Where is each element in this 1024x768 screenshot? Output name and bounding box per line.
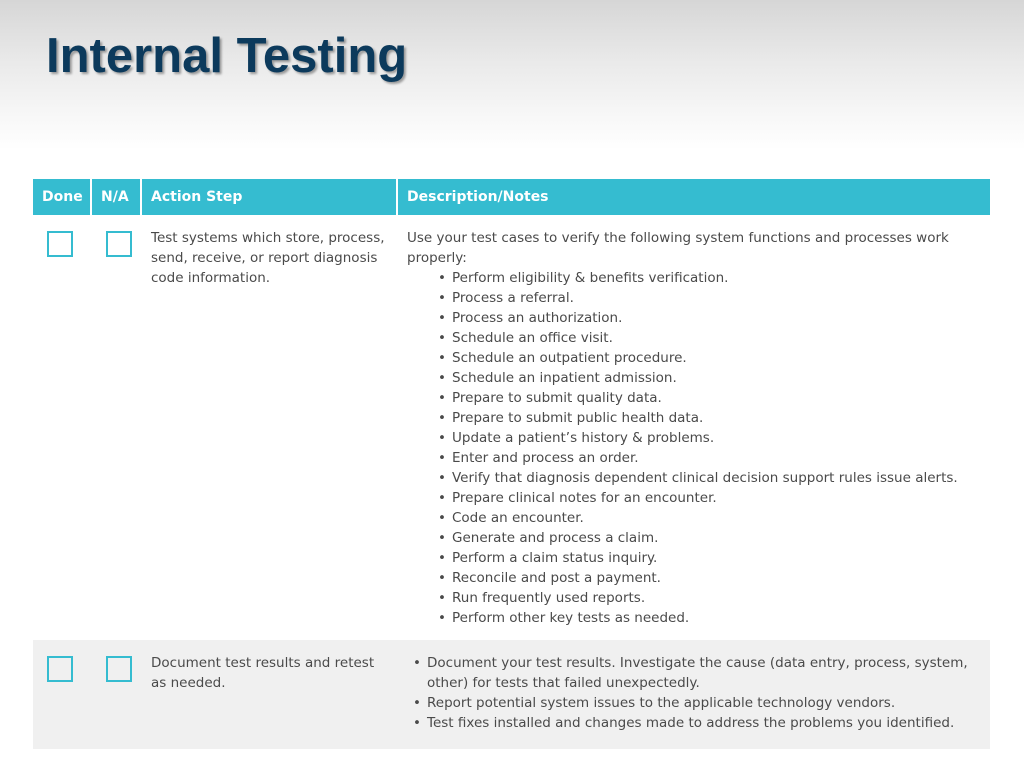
description-cell: [398, 640, 990, 749]
list-item: • Run frequently used reports.: [452, 588, 976, 608]
description-cell: [398, 215, 990, 640]
description-bullet-list: [407, 268, 976, 628]
list-item: • Schedule an inpatient admission.: [452, 368, 976, 388]
table-row: [33, 215, 990, 640]
action-step-cell: Test systems which store, process, send, receive, or report diagnosis code information.: [151, 230, 385, 286]
list-item: • Reconcile and post a payment.: [452, 568, 976, 588]
done-cell: [33, 215, 92, 640]
description-bullet-list: [407, 653, 976, 733]
slide-title: Internal Testing: [46, 29, 408, 83]
list-item: • Document your test results. Investigate the cause (data entry, process, system, other) for tests that failed unexpectedly.: [427, 653, 976, 693]
action-step-cell: Document test results and retest as needed.: [142, 640, 398, 749]
list-item: • Schedule an office visit.: [452, 328, 976, 348]
list-item: • Test fixes installed and changes made to address the problems you identified.: [427, 713, 976, 733]
list-item: • Verify that diagnosis dependent clinical decision support rules issue alerts.: [452, 468, 976, 488]
table-row: [33, 640, 990, 749]
header-description-notes: Description/Notes: [398, 179, 990, 215]
header-na: N/A: [92, 179, 142, 215]
header-action-step: Action Step: [142, 179, 398, 215]
description-intro: Use your test cases to verify the following system functions and processes work properly:: [407, 230, 949, 266]
checklist-table: [33, 179, 990, 749]
table-header-row: [33, 179, 990, 215]
na-checkbox[interactable]: [106, 656, 132, 682]
list-item: • Prepare to submit public health data.: [452, 408, 976, 428]
na-cell: [92, 640, 142, 749]
list-item: • Process an authorization.: [452, 308, 976, 328]
list-item: • Report potential system issues to the applicable technology vendors.: [427, 693, 976, 713]
list-item: • Perform a claim status inquiry.: [452, 548, 976, 568]
list-item: • Prepare to submit quality data.: [452, 388, 976, 408]
list-item: • Perform other key tests as needed.: [452, 608, 976, 628]
list-item: • Update a patient’s history & problems.: [452, 428, 976, 448]
done-cell: [33, 640, 92, 749]
list-item: • Enter and process an order.: [452, 448, 976, 468]
list-item: • Generate and process a claim.: [452, 528, 976, 548]
list-item: • Perform eligibility & benefits verification.: [452, 268, 976, 288]
na-cell: [92, 215, 142, 640]
list-item: • Code an encounter.: [452, 508, 976, 528]
done-checkbox[interactable]: [47, 231, 73, 257]
list-item: • Process a referral.: [452, 288, 976, 308]
header-done: Done: [33, 179, 92, 215]
na-checkbox[interactable]: [106, 231, 132, 257]
list-item: • Schedule an outpatient procedure.: [452, 348, 976, 368]
done-checkbox[interactable]: [47, 656, 73, 682]
list-item: • Prepare clinical notes for an encounter.: [452, 488, 976, 508]
